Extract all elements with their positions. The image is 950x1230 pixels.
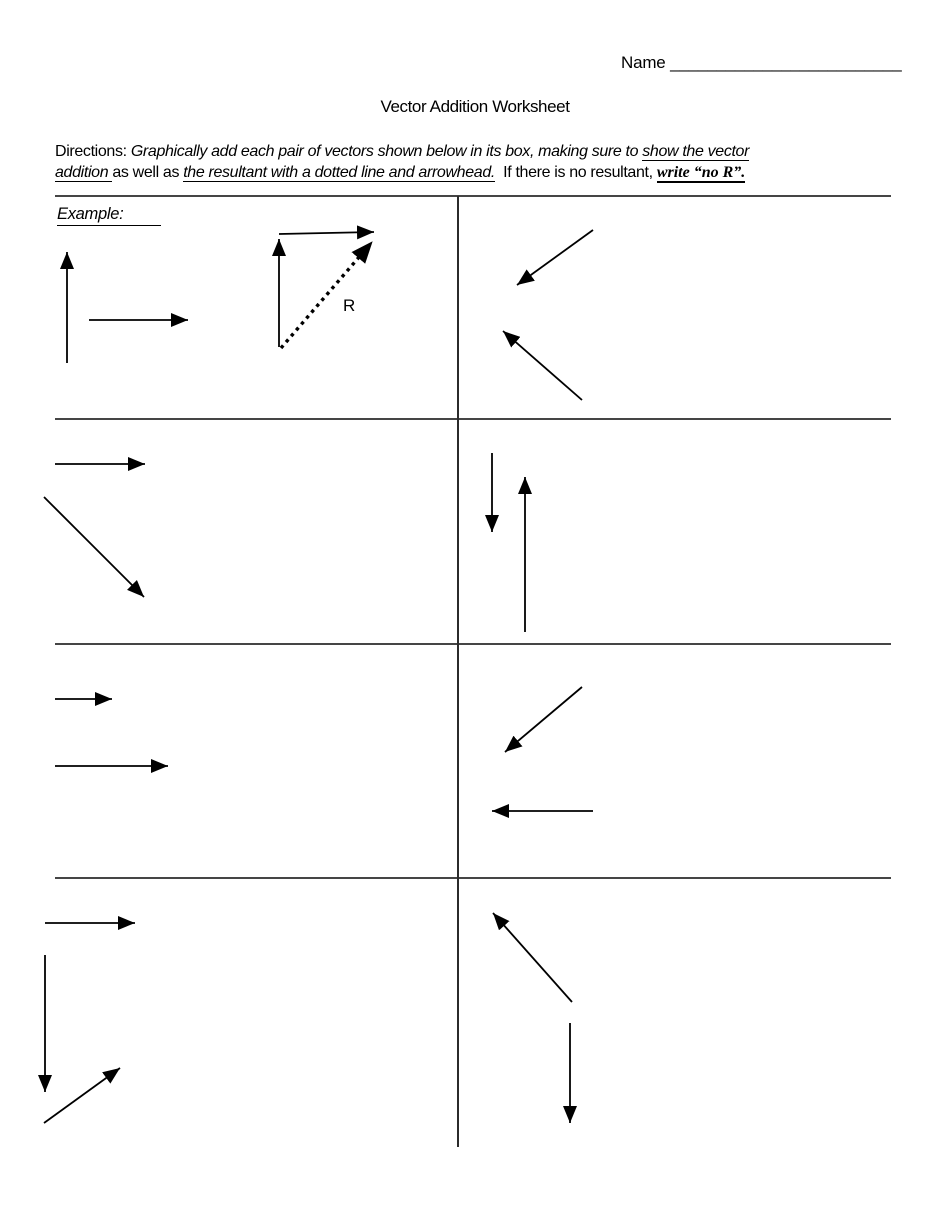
directions-text: Graphically add each pair of vectors shown below in its box, making sure to — [130, 143, 643, 160]
resultant-vector-arrow — [281, 242, 372, 348]
directions-write-no-r: write “no R”. — [656, 164, 746, 181]
grid-line-top — [55, 195, 891, 197]
grid-line-column-divider — [457, 196, 459, 1147]
vector-arrow — [279, 232, 374, 234]
vector-arrow — [503, 331, 582, 400]
directions-underlined-2: addition — [55, 164, 113, 181]
vector-arrow — [505, 687, 582, 752]
directions-line-1 — [55, 141, 895, 162]
directions-text: If there is no resultant, — [494, 164, 657, 181]
directions-underlined-1: show the vector — [642, 143, 750, 160]
directions-label: Directions: — [55, 143, 131, 160]
vector-arrow — [517, 230, 593, 285]
example-label: Example: — [57, 205, 161, 226]
vector-arrow — [44, 1068, 120, 1123]
name-label: Name — [621, 53, 671, 72]
name-line — [621, 53, 901, 73]
page-title: Vector Addition Worksheet — [380, 97, 570, 116]
directions-line-2 — [55, 162, 895, 183]
directions — [55, 141, 895, 183]
directions-underlined-3: the resultant with a dotted line and arrowhead. — [183, 164, 495, 181]
resultant-label: R — [343, 296, 356, 315]
vector-arrow — [493, 913, 572, 1002]
grid-line-row-divider-3 — [55, 877, 891, 879]
directions-text: as well as — [112, 164, 184, 181]
grid-line-row-divider-1 — [55, 418, 891, 420]
name-blank-line: _________________________ — [670, 53, 902, 72]
vector-arrow — [44, 497, 144, 597]
grid-line-row-divider-2 — [55, 643, 891, 645]
